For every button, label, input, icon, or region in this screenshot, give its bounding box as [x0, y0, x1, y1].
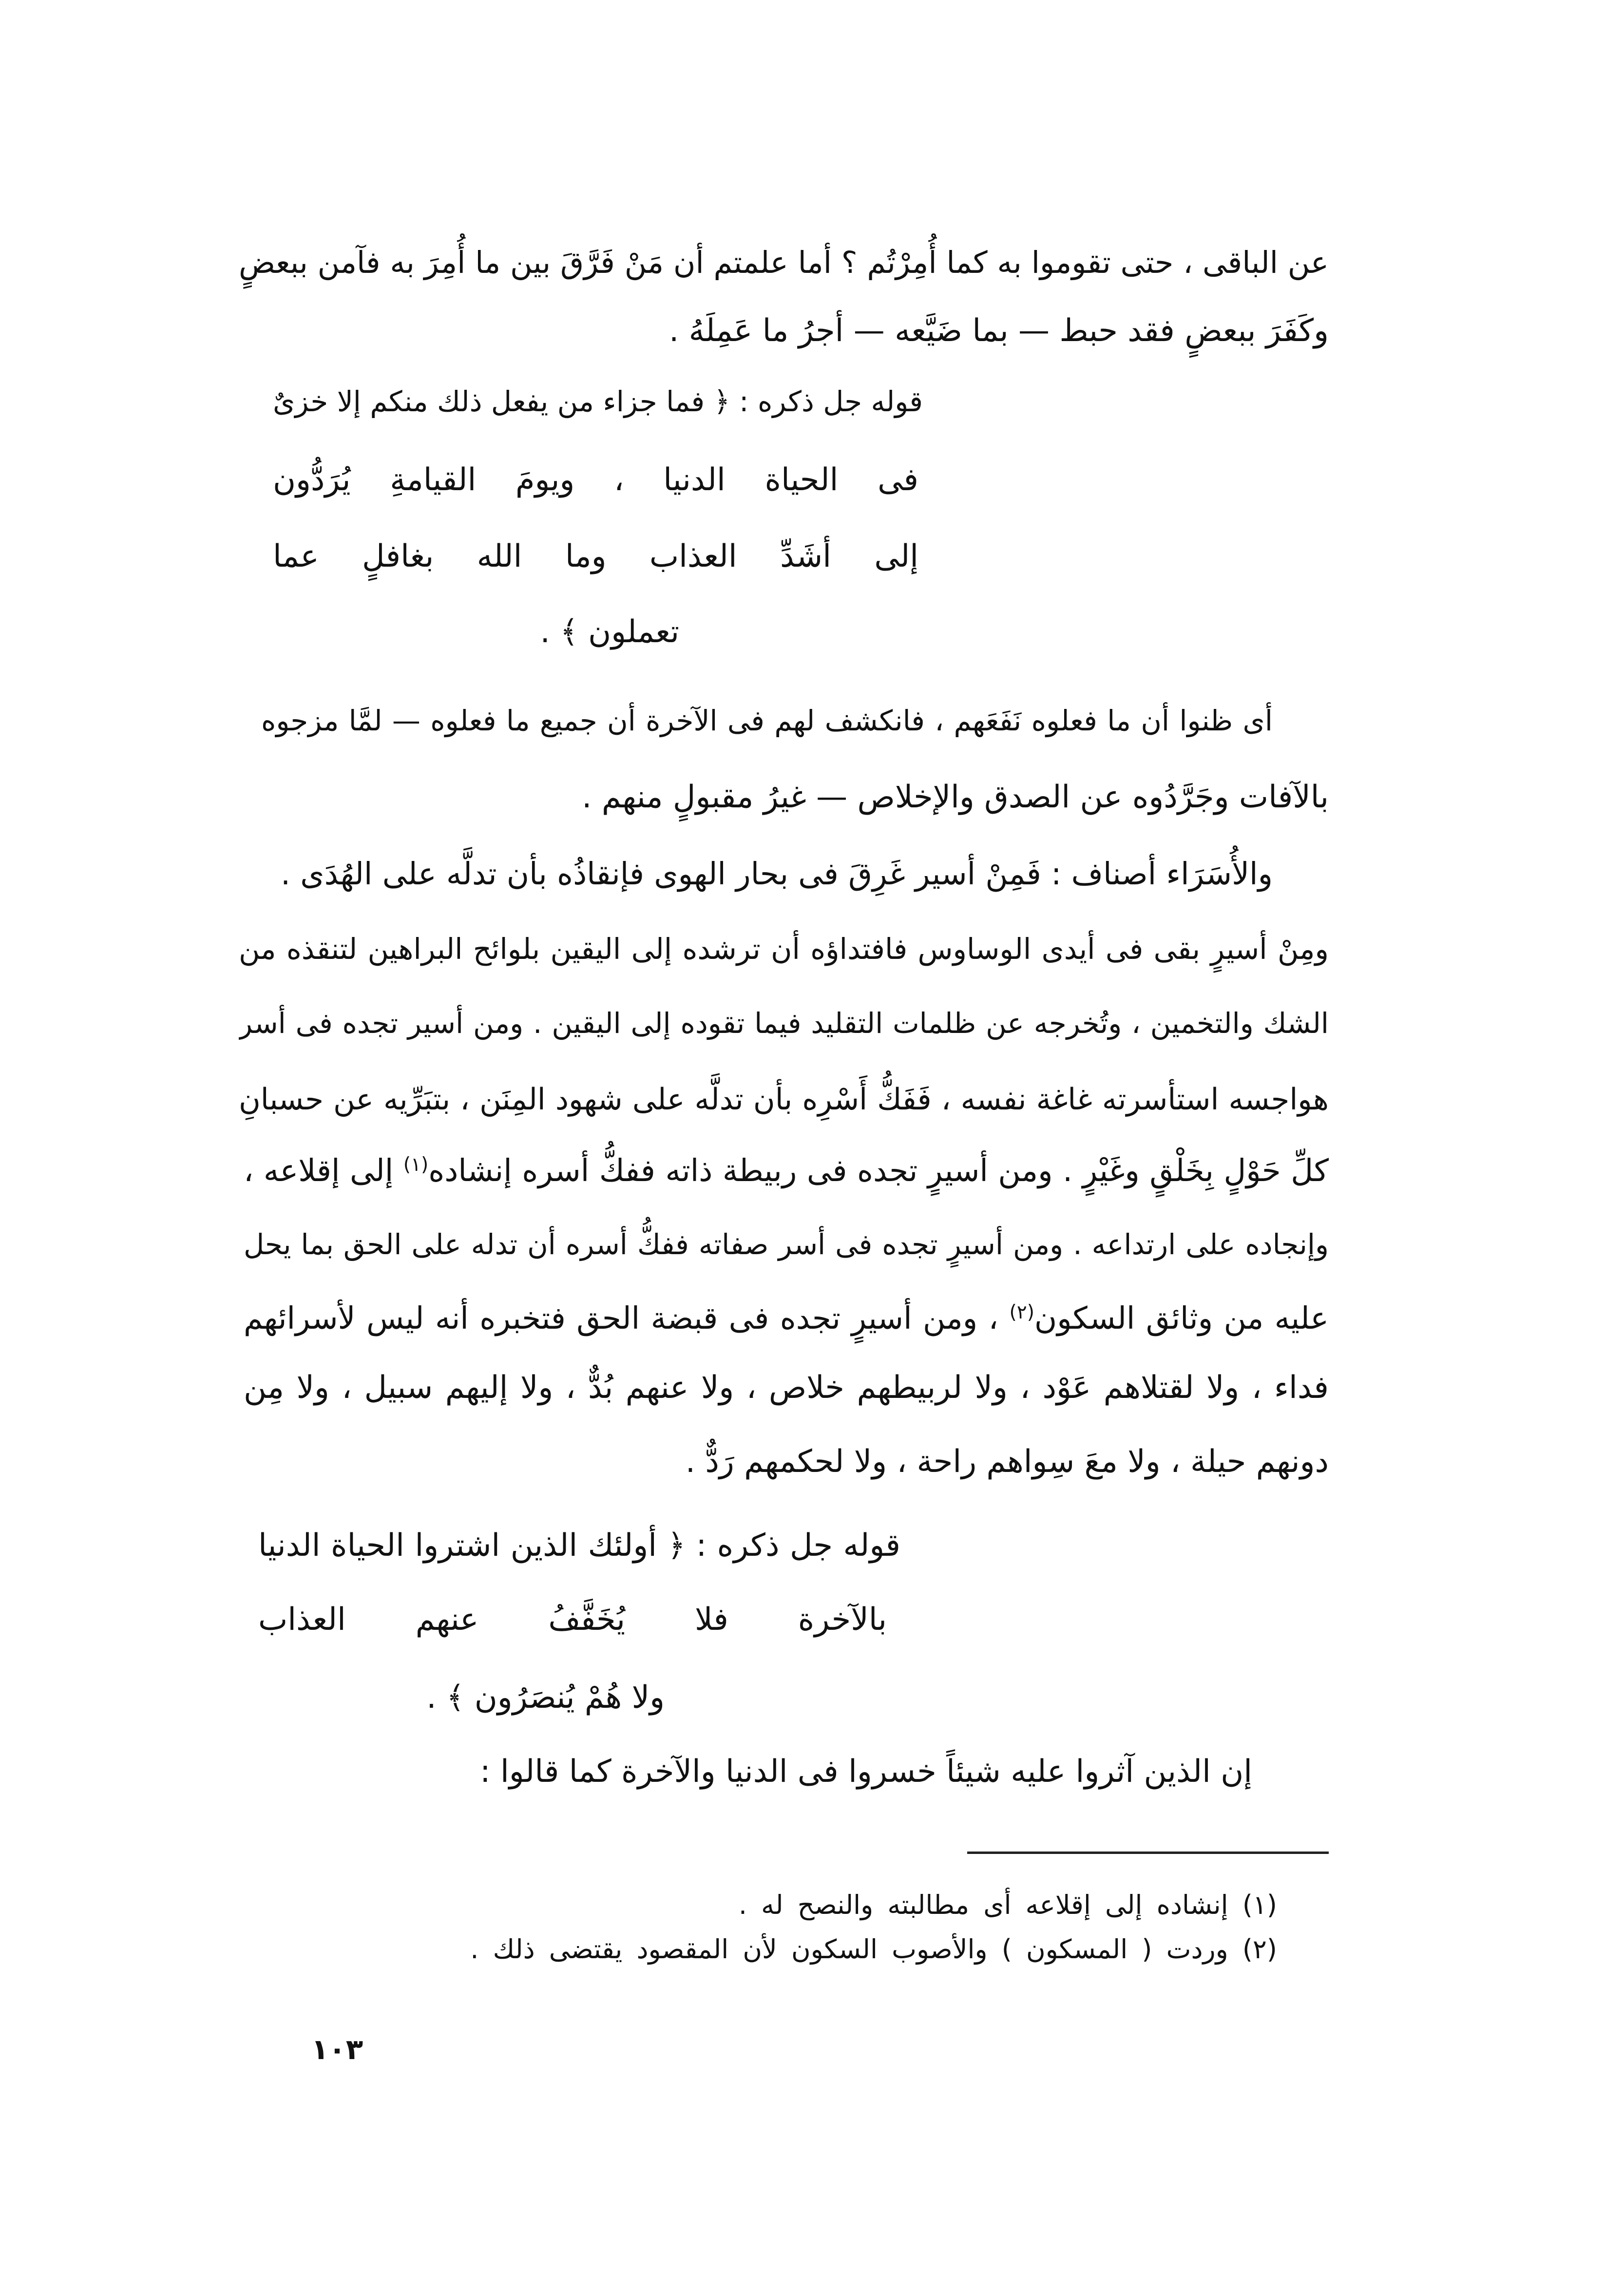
paragraph-1-line-1: عن الباقى ، حتى تقوموا به كما أُمِرْتُم ؟ أما علمتم أن مَنْ فَرَّقَ بين ما أُمِرَ به فآمن ببعضٍ [239, 245, 1329, 280]
verse-2-line-1: قوله جل ذكره : ﴿ أولئك الذين اشتروا الحياة الدنيا [258, 1527, 900, 1564]
footnote-1: (١) إنشاده إلى إقلاعه أى مطالبته والنصح له . [738, 1890, 1277, 1920]
paragraph-3-line-2: ومِنْ أسيرٍ بقى فى أيدى الوساوس فافتداؤه أن ترشده إلى اليقين بلوائح البراهين لتنقذه من [239, 932, 1329, 966]
verse-1-line-3: إلى أشَدِّ العذاب وما الله بغافلٍ عما [273, 538, 918, 574]
paragraph-3-line-7 [244, 1281, 1329, 1356]
verse-1-line-1: قوله جل ذكره : ﴿ فما جزاء من يفعل ذلك منكم إلا خزىٌ [273, 385, 923, 418]
paragraph-3-line-6: وإنجاده على ارتداعه . ومن أسيرٍ تجده فى أسر صفاته ففكُّ أسره أن تدله على الحق بما يحل [244, 1228, 1329, 1261]
line-text: كلِّ حَوْلٍ بِخَلْقٍ وغَيْرٍ . ومن أسيرٍ تجده فى ربيطة ذاته ففكُّ أسره إنشاده [428, 1153, 1329, 1188]
paragraph-3-line-8: فداء ، ولا لقتلاهم عَوْد ، ولا لربيطهم خلاص ، ولا عنهم بُدٌّ ، ولا إليهم سبيل ، ولا مِن [244, 1370, 1329, 1406]
paragraph-3-line-9: دونهم حيلة ، ولا معَ سِواهم راحة ، ولا لحكمهم رَدٌّ . [685, 1444, 1329, 1480]
verse-2-line-2: بالآخرة فلا يُخَفَّفُ عنهم العذاب [258, 1602, 887, 1638]
paragraph-3-line-5 [244, 1134, 1329, 1208]
paragraph-2-line-1: أى ظنوا أن ما فعلوه نَفَعَهم ، فانكشف لهم فى الآخرة أن جميع ما فعلوه — لمَّا مزجوه [261, 704, 1273, 737]
page-number: ١٠٣ [311, 2033, 363, 2066]
paragraph-2-line-2: بالآفات وجَرَّدُوه عن الصدق والإخلاص — غيرُ مقبولٍ منهم . [582, 779, 1329, 815]
paragraph-3-line-3: الشك والتخمين ، وتُخرجه عن ظلمات التقليد فيما تقوده إلى اليقين . ومن أسير تجده فى أسر [239, 1007, 1329, 1040]
line-text: إلى إقلاعه ، [244, 1153, 403, 1188]
verse-2-line-3: ولا هُمْ يُنصَرُون ﴾ . [426, 1680, 665, 1716]
line-text: ، ومن أسيرٍ تجده فى قبضة الحق فتخبره أنه ليس لأسرائهم [244, 1300, 1010, 1336]
paragraph-4-line-1: إن الذين آثروا عليه شيئاً خسروا فى الدنيا والآخرة كما قالوا : [480, 1754, 1252, 1790]
footnote-2: (٢) وردت ( المسكون ) والأصوب السكون لأن المقصود يقتضى ذلك . [470, 1934, 1277, 1965]
verse-1-line-2: فى الحياة الدنيا ، ويومَ القيامةِ يُرَدُّون [273, 462, 918, 498]
paragraph-1-line-2: وكَفَرَ ببعضٍ فقد حبط — بما ضَيَّعه — أجرُ ما عَمِلَهُ . [669, 313, 1329, 349]
line-text: عليه من وثائق السكون [1034, 1300, 1329, 1336]
paragraph-3-line-4: هواجسه استأسرته غاغة نفسه ، فَفَكُّ أَسْرِه بأن تدلَّه على شهود المِنَن ، بتبَرِّيه عن حسبانِ [239, 1082, 1329, 1117]
footnote-marker-2: (٢) [1009, 1301, 1034, 1323]
verse-1-line-4: تعملون ﴾ . [540, 614, 679, 650]
footnote-marker-1: (١) [403, 1153, 429, 1176]
footnote-separator [967, 1852, 1329, 1854]
paragraph-3-line-1: والأُسَرَاء أصناف : فَمِنْ أسير غَرِقَ فى بحار الهوى فإنقاذُه بأن تدلَّه على الهُدَى . [281, 856, 1273, 892]
